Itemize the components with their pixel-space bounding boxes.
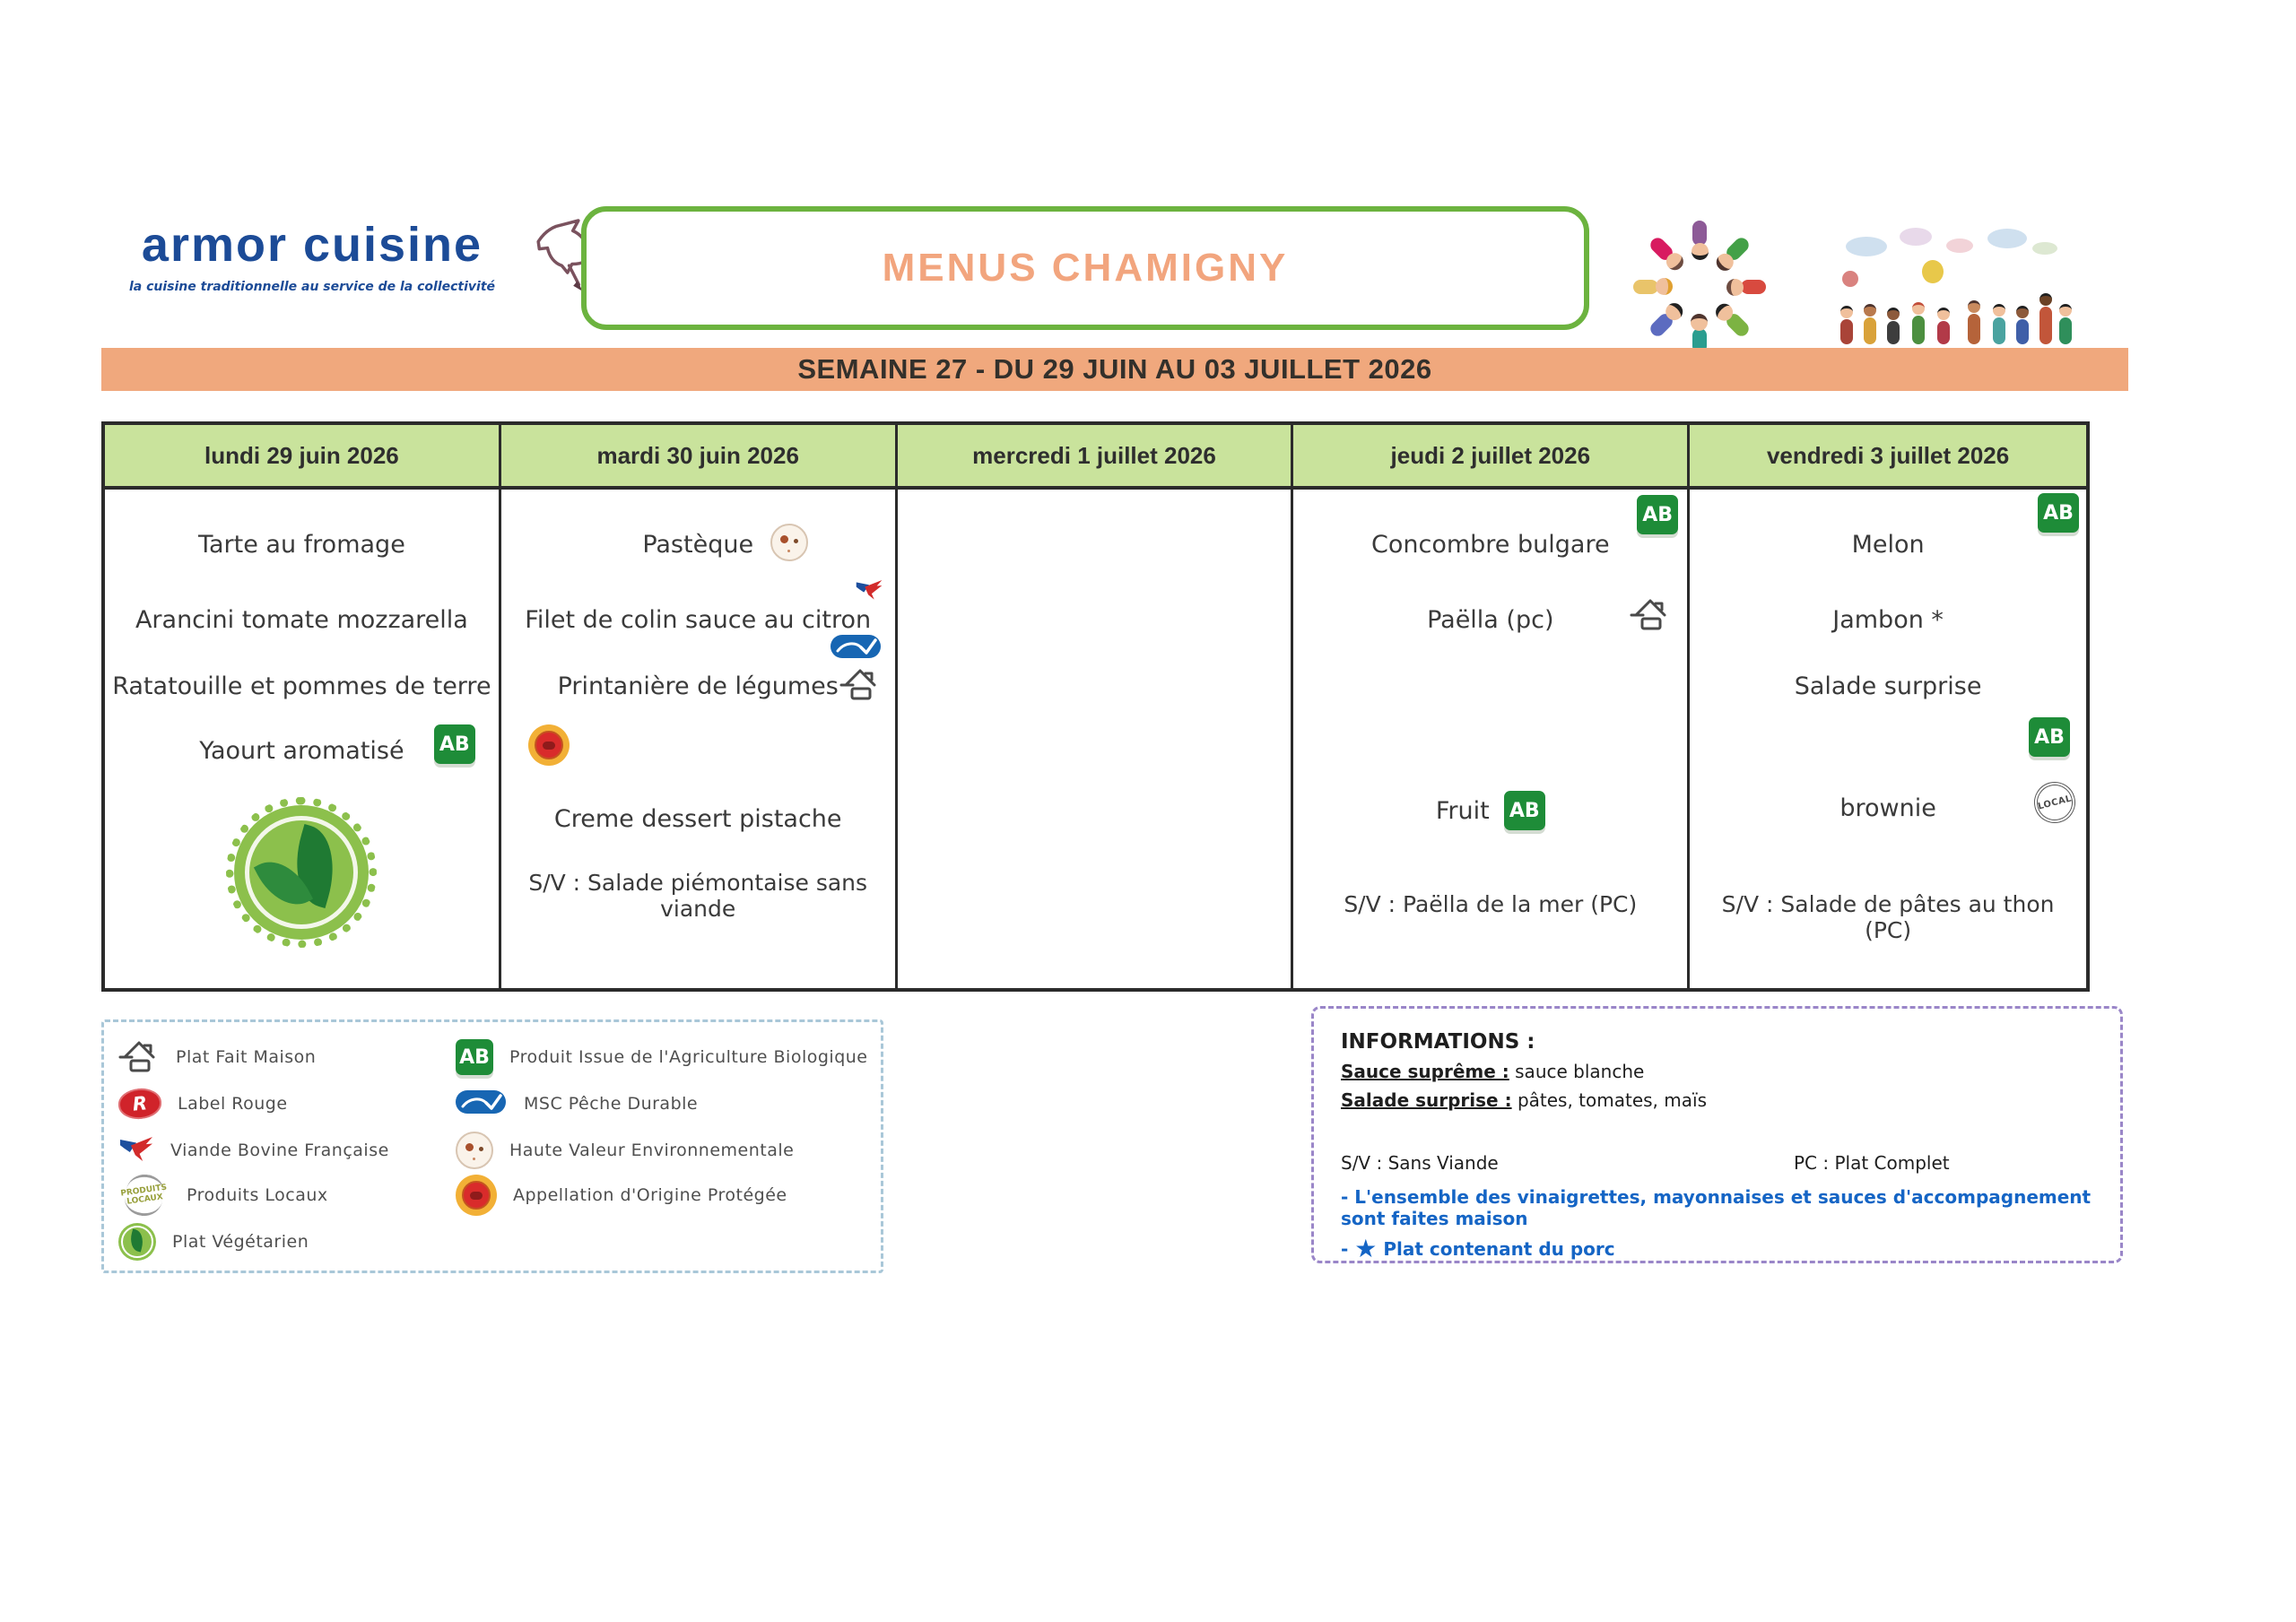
haute-valeur-environnementale-icon — [770, 524, 808, 561]
child-figure — [1724, 235, 1752, 263]
heart-blob — [1842, 271, 1858, 287]
info-salade-value: pâtes, tomates, maïs — [1517, 1089, 1707, 1111]
day-column-thursday — [1293, 490, 1690, 988]
informations-box — [1311, 1006, 2123, 1263]
legend-label: Haute Valeur Environnementale — [509, 1141, 795, 1160]
plat-fait-maison-icon — [1630, 595, 1671, 638]
viande-bovine-francaise-icon — [118, 1135, 154, 1166]
menu-title-box — [581, 206, 1589, 330]
child-figure — [1912, 316, 1925, 344]
menu-item: Fruit — [1435, 796, 1490, 825]
child-figure — [2016, 319, 2029, 344]
menu-item-sv: S/V : Paëlla de la mer (PC) — [1344, 891, 1638, 917]
legend-item — [456, 1035, 867, 1080]
info-note-sauces: - L'ensemble des vinaigrettes, mayonnaises et sauces d'accompagnement sont faites maison — [1341, 1186, 2092, 1229]
cloud-blob — [1987, 229, 2027, 248]
legend-item — [456, 1173, 787, 1218]
cloud-blob — [1900, 228, 1932, 246]
child-figure — [1840, 319, 1853, 344]
cloud-blob — [1846, 237, 1887, 256]
menu-item: Salade surprise — [1794, 672, 1982, 700]
star-icon: ★ — [1354, 1234, 1378, 1263]
info-sauce-line — [1341, 1061, 2095, 1082]
day-header-monday: lundi 29 juin 2026 — [105, 425, 501, 490]
logo-title: armor cuisine — [141, 218, 483, 272]
plat-vegetarien-icon — [118, 1223, 156, 1261]
appellation-origine-protegee-icon — [456, 1175, 497, 1216]
sv-definition: S/V : Sans Viande — [1341, 1152, 1499, 1174]
day-column-friday — [1690, 490, 2086, 988]
menu-item: Melon — [1851, 531, 1925, 559]
menu-item: Creme dessert pistache — [553, 805, 842, 833]
agriculture-biologique-icon: AB — [2029, 717, 2070, 757]
menu-item: brownie — [1839, 794, 1936, 822]
legend-label: Appellation d'Origine Protégée — [513, 1185, 787, 1205]
page-title: MENUS CHAMIGNY — [882, 246, 1289, 290]
child-figure — [1887, 321, 1900, 344]
day-column-tuesday — [501, 490, 898, 988]
menu-item: Ratatouille et pommes de terre — [112, 672, 491, 700]
agriculture-biologique-icon: AB — [456, 1039, 493, 1075]
menu-item: Yaourt aromatisé — [199, 737, 404, 765]
agriculture-biologique-icon: AB — [2038, 493, 2079, 533]
menu-item: Jambon * — [1832, 606, 1944, 634]
legend-item — [118, 1219, 309, 1264]
child-figure — [1692, 221, 1707, 246]
menu-item: Pastèque — [642, 531, 754, 559]
logo-tagline: la cuisine traditionnelle au service de la collectivité — [128, 280, 496, 294]
week-banner — [101, 348, 2128, 391]
day-header-thursday: jeudi 2 juillet 2026 — [1293, 425, 1690, 490]
children-drawing-illustration — [1837, 224, 2072, 350]
haute-valeur-environnementale-icon — [456, 1132, 493, 1169]
agriculture-biologique-icon: AB — [434, 724, 475, 764]
informations-title: INFORMATIONS : — [1341, 1030, 1535, 1054]
vbf-red-shape — [131, 1137, 152, 1161]
viande-bovine-francaise-icon — [855, 578, 883, 603]
child-figure — [1993, 317, 2005, 344]
menu-item-sv: S/V : Salade de pâtes au thon (PC) — [1721, 891, 2055, 943]
menu-item: Arancini tomate mozzarella — [135, 606, 468, 634]
menu-item: Printanière de légumes — [557, 672, 839, 700]
menu-table — [101, 421, 2090, 992]
info-sauce-label: Sauce suprême : — [1341, 1061, 1509, 1082]
info-salade-line — [1341, 1089, 2095, 1111]
plat-fait-maison-icon — [839, 665, 881, 707]
balloon — [1922, 260, 1944, 283]
produits-locaux-text: PRODUITS LOCAUX — [119, 1183, 168, 1207]
day-header-tuesday: mardi 30 juin 2026 — [501, 425, 898, 490]
info-note-porc-text: Plat contenant du porc — [1383, 1238, 1615, 1260]
cloud-blob — [2032, 242, 2057, 255]
child-figure — [1648, 235, 1675, 263]
legend-item — [118, 1173, 328, 1218]
child-figure — [1968, 314, 1980, 344]
day-column-wednesday — [898, 490, 1294, 988]
day-header-friday: vendredi 3 juillet 2026 — [1690, 425, 2086, 490]
child-figure — [1937, 321, 1950, 344]
agriculture-biologique-icon: AB — [1504, 791, 1545, 830]
child-figure — [2039, 307, 2052, 344]
info-salade-label: Salade surprise : — [1341, 1089, 1512, 1111]
legend-item — [456, 1128, 794, 1173]
child-figure — [1724, 311, 1752, 339]
pc-definition: PC : Plat Complet — [1794, 1152, 1950, 1174]
child-figure — [1648, 311, 1675, 339]
menu-item: Paëlla (pc) — [1427, 606, 1554, 634]
legend-item — [456, 1081, 698, 1126]
vegetarian-badge-icon — [234, 805, 369, 940]
menu-item-row — [1293, 791, 1687, 830]
info-definitions-row — [1341, 1152, 2095, 1177]
plat-fait-maison-icon — [118, 1037, 160, 1077]
week-banner-text: SEMAINE 27 - DU 29 JUIN AU 03 JUILLET 2026 — [797, 353, 1432, 385]
legend-box — [101, 1019, 883, 1273]
menu-item: Concombre bulgare — [1371, 531, 1610, 559]
child-figure — [2059, 317, 2072, 344]
armor-cuisine-logo — [115, 217, 509, 294]
vbf-red-shape — [865, 580, 882, 600]
dash: - — [1341, 1238, 1355, 1260]
child-figure — [1741, 280, 1766, 294]
msc-peche-durable-icon — [831, 633, 883, 666]
legend-label: Produit Issue de l'Agriculture Biologique — [509, 1047, 868, 1067]
info-note-porc — [1341, 1234, 2095, 1263]
child-figure — [1633, 280, 1658, 294]
info-sauce-value: sauce blanche — [1515, 1061, 1645, 1082]
day-header-wednesday: mercredi 1 juillet 2026 — [898, 425, 1294, 490]
cloud-blob — [1946, 239, 1973, 253]
legend-label: Label Rouge — [178, 1094, 288, 1114]
produits-locaux-icon — [118, 1175, 170, 1216]
menu-item-sv: S/V : Salade piémontaise sans viande — [528, 870, 868, 922]
msc-peche-durable-icon — [456, 1089, 508, 1119]
legend-item — [118, 1128, 389, 1173]
menu-item: Filet de colin sauce au citron — [525, 606, 872, 634]
label-rouge-icon: R — [117, 1087, 163, 1121]
day-column-monday — [105, 490, 501, 988]
legend-label: Produits Locaux — [187, 1185, 328, 1205]
children-circle-illustration — [1605, 212, 1794, 362]
legend-item — [118, 1081, 288, 1126]
child-figure — [1864, 317, 1876, 344]
legend-label: Viande Bovine Française — [170, 1141, 389, 1160]
legend-item — [118, 1035, 316, 1080]
legend-label: Plat Fait Maison — [176, 1047, 317, 1067]
agriculture-biologique-icon: AB — [1637, 495, 1678, 534]
menu-item: Tarte au fromage — [197, 531, 405, 559]
legend-label: MSC Pêche Durable — [524, 1094, 699, 1114]
legend-label: Plat Végétarien — [172, 1232, 309, 1252]
local-stamp-text: LOCAL — [2036, 794, 2073, 811]
appellation-origine-protegee-icon — [528, 724, 570, 766]
